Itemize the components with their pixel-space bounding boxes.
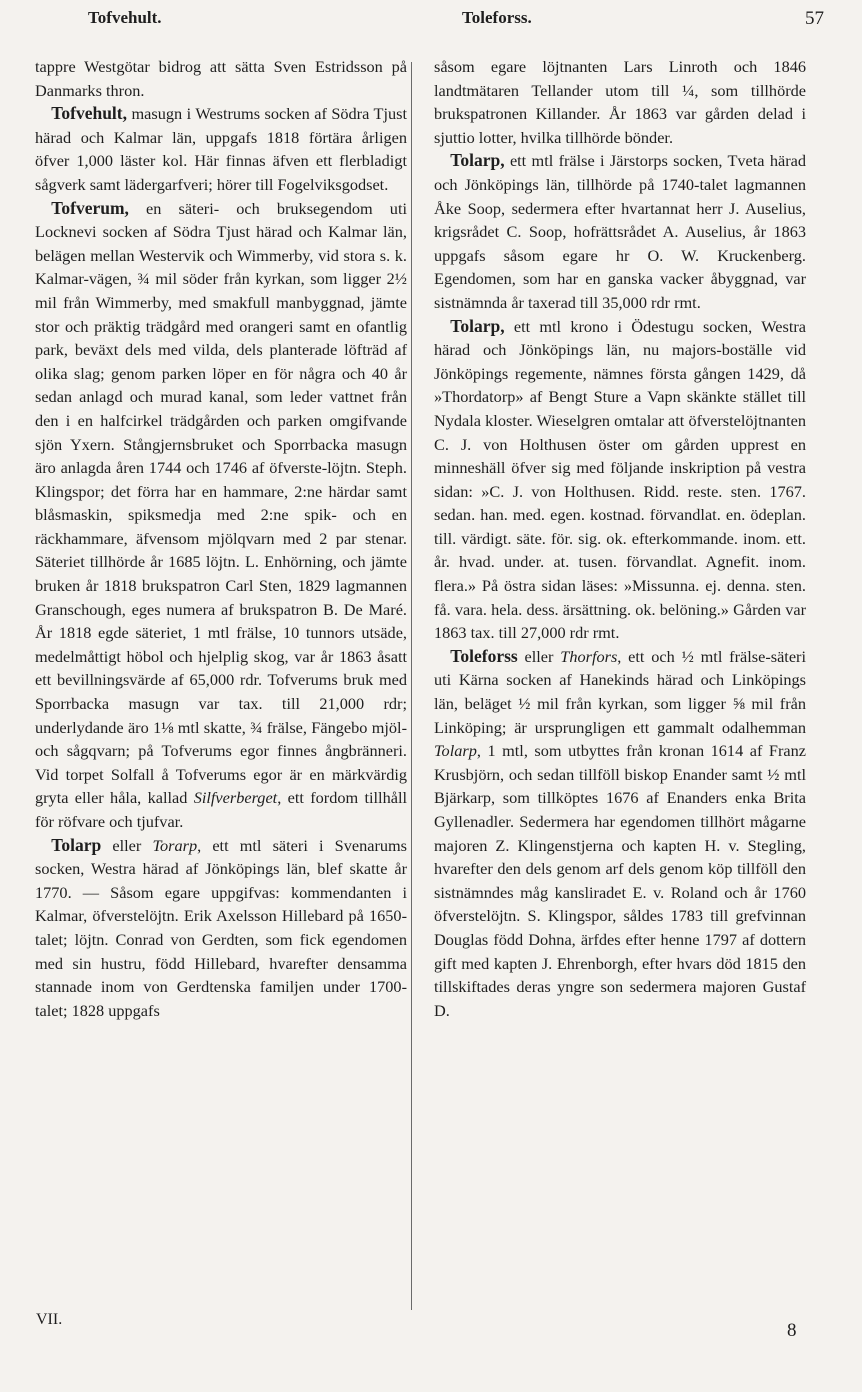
entry-lemma: Tolarp, xyxy=(450,315,505,336)
page-header xyxy=(36,8,824,38)
entry-lemma: Toleforss xyxy=(450,645,518,666)
entry-lemma: Tolarp, xyxy=(450,150,505,171)
entry-lemma: Tolarp xyxy=(51,834,102,855)
paragraph-continuation: tappre Westgötar bidrog att sätta Sven Estridsson på Danmarks thron. xyxy=(35,57,407,100)
running-head-left: Tofvehult. xyxy=(88,8,162,27)
entry-toleforss: Toleforss eller Thorfors, ett och ½ mtl frälse-säteri uti Kärna socken af Hanekinds härad och Linköpings län, beläget ½ mil från kyrkan, som ligger ⅝ mil från Linköping; är ursprungligen ett gammalt odalhemman Tolarp, 1 mtl, som utbyttes från kronan 1614 af Franz Krusbjörn, och sedan tillföll biskop Enander samt ½ mtl Bjärkarp, som tillköptes 1676 af Enanders enka Brita Gyllenadler. Sedermera har egendomen tillhört mågarne majoren Z. Klingenstjerna och kapten H. v. Stegling, hvarefter den dels genom arf dels genom köp tillföll den sistnämndes måg kansliradet E. v. Roland och år 1760 öfverstelöjtn. S. Klingspor, såldes 1783 till grefvinnan Douglas född Dohna, ärfdes efter henne 1797 af dottern gift med kapten J. Ehrenborgh, efter hvars död 1815 den tillskiftades deras yngre son sedermera majoren Gustaf D. xyxy=(434,645,806,1020)
entry-tolarp-svenarum: Tolarp eller Torarp, ett mtl säteri i Svenarums socken, Westra härad af Jönköpings län, blef skatte år 1770. — Såsom egare uppgifvas: kommendanten i Kalmar, öfverstelöjtn. Erik Axelsson Hillebard på 1650-talet; löjtn. Conrad von Gerdten, som fick egendomen med sin hustru, född Hillebard, hvarefter densamma stannade inom von Gerdtenska familjen under 1700-talet; 1828 uppgafs xyxy=(35,834,408,1020)
paragraph-continuation: såsom egare löjtnanten Lars Linroth och 1846 landtmätaren Tellander utom till ¼, som tillhörde brukspatronen Killander. År 1863 var gården delad i sjuttio lotter, hvilka tillhörde bönder. xyxy=(434,57,806,147)
signature-mark: VII. xyxy=(36,1311,63,1328)
entry-tolarp-jarstorp: Tolarp, ett mtl frälse i Järstorps socken, Tveta härad och Jönköpings län, tillhörde på 1740-talet lagmannen Åke Soop, sedermera efter hvartannat herr J. Auselius, krigsrådet C. Soop, hofrättsrådet A. Auselius, år 1863 uppgafs såsom egare hr O. W. Kruckenberg. Egendomen, som har en ganska vacker åbyggnad, var sistnämnda år taxerad till 35,000 rdr rmt. xyxy=(434,150,806,312)
right-column xyxy=(434,55,806,1022)
sheet-number: 8 xyxy=(787,1320,797,1341)
column-divider xyxy=(411,62,412,1310)
entry-lemma: Tofvehult, xyxy=(51,103,127,124)
entry-lemma: Tofverum, xyxy=(51,197,129,218)
left-column xyxy=(35,55,407,1022)
entry-tofverum: Tofverum, en säteri- och bruksegendom uti Locknevi socken af Södra Tjust härad och Kalmar län, belägen mellan Westervik och Wimmerby, vid stora s. k. Kalmar-vägen, ¾ mil söder från kyrkan, som ligger 2½ mil från Wimmerby, med smakfull manbyggnad, jämte stor och präktig trädgård med orangeri samt en ofantlig park, beväxt dels med vilda, dels planterade löfträd af olika slag; genom parken löper en för några och 40 år sedan anlagd och murad kanal, som leder vattnet från den i en halfcirkel trädgården och parken omgifvande sjön Yxern. Stångjernsbruket och Sporrbacka masugn äro anlagda åren 1744 och 1746 af öfverste-löjtn. Steph. Klingspor; det förra har en hammare, 2:ne härdar samt blåsmaskin, spiksmedja med 2:ne spik- och en räckhammare, äfvensom mjölqvarn med 2 par stenar. Säteriet tillhörde år 1685 löjtn. L. Enhörning, och jämte bruken år 1818 brukspatron Carl Sten, 1829 lagmannen Granschough, eges numera af brukspatron B. De Maré. År 1818 egde säteriet, 1 mtl frälse, 10 tunnors utsäde, medelmåttigt höbol och hjelplig skog, var år 1863 åsatt ett bevillningsvärde af 65,000 rdr. Tofverums bruk med Sporrbacka masugn var tax. till 21,000 rdr; underlydande äro 1⅛ mtl skatte, ¾ frälse, Fängebo mjöl- och sågqvarn; på Tofverums egor finnes ångbränneri. Vid torpet Solfall å Tofverums egor är en märkvärdig gryta eller håla, kallad Silfverberget, ett fordom tillhåll för röfvare och tjufvar. xyxy=(35,197,407,831)
running-head-center: Toleforss. xyxy=(462,8,532,27)
entry-tofvehult: Tofvehult, masugn i Westrums socken af Södra Tjust härad och Kalmar län, uppgafs 1818 förtära årligen öfver 1,000 läster kol. Här finnas äfven ett flerbladigt sågverk samt lädergarfveri; hörer till Fogelviksgodset. xyxy=(35,103,407,194)
page-number: 57 xyxy=(805,8,824,29)
entry-tolarp-odestugu: Tolarp, ett mtl krono i Ödestugu socken, Westra härad och Jönköpings län, nu majors-boställe vid Jönköpings regemente, nämnes första gången 1429, då »Thordatorp» af Bengt Sture a Vapn skänkte stället till Nydala kloster. Wieselgren omtalar att öfverstelöjtnanten C. J. von Holthusen öster om gården upprest en minneshäll öfver sig med följande inskription på vestra sidan: »C. J. von Holthusen. Ridd. reste. sten. 1767. sedan. han. med. egen. kostnad. förvandlat. en. ödeplan. till. värdigt. säte. för. sig. ok. efterkommande. inom. ett. år. hvad. under. at. tusen. förvandlat. Agnefit. inom. flera.» På östra sidan läses: »Missunna. ej. denna. sten. få. vara. hela. dess. ärsättning. ok. belöning.» Gården var 1863 tax. till 27,000 rdr rmt. xyxy=(434,315,806,643)
